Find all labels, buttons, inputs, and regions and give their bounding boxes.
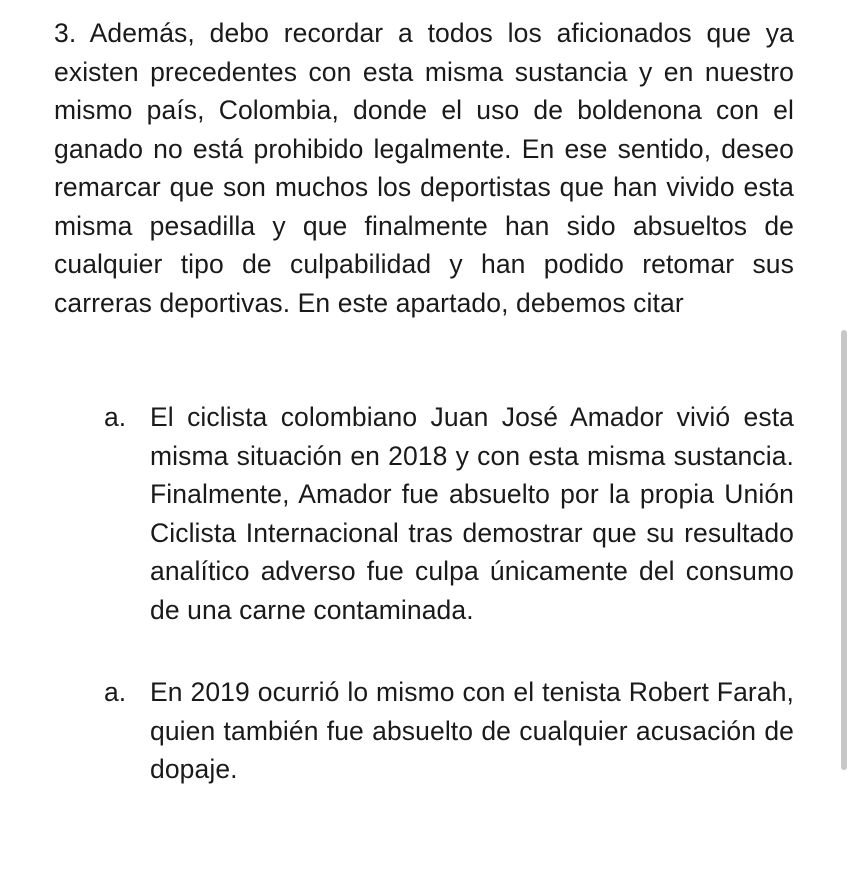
paragraph-3: 3. Además, debo recordar a todos los aficionados que ya existen precedentes con esta misma sustancia y en nuestro mismo país, Colombia, donde el uso de boldenona con el ganado no está prohibido legalmente. En ese sentido, deseo remarcar que son muchos los deportistas que han vivido esta misma pesadilla y que finalmente han sido absueltos de cualquier tipo de culpabilidad y han podido retomar sus carreras deportivas. En este apartado, debemos citar (54, 18, 794, 318)
list-item (54, 398, 794, 629)
sub-list (54, 398, 794, 789)
list-item-marker: a. (104, 402, 127, 432)
list-item-marker: a. (104, 677, 127, 707)
list-item-text: En 2019 ocurrió lo mismo con el tenista Robert Farah, quien también fue absuelto de cualquier acusación de dopaje. (150, 677, 794, 784)
list-item-text: El ciclista colombiano Juan José Amador vivió esta misma situación en 2018 y con esta misma sustancia. Finalmente, Amador fue absuelto por la propia Unión Ciclista Internacional tras demostrar que su resultado analítico adverso fue culpa únicamente del consumo de una carne contaminada. (150, 402, 794, 625)
list-item (54, 673, 794, 789)
scrollbar-thumb[interactable] (841, 330, 847, 770)
scrollbar[interactable] (840, 0, 850, 872)
